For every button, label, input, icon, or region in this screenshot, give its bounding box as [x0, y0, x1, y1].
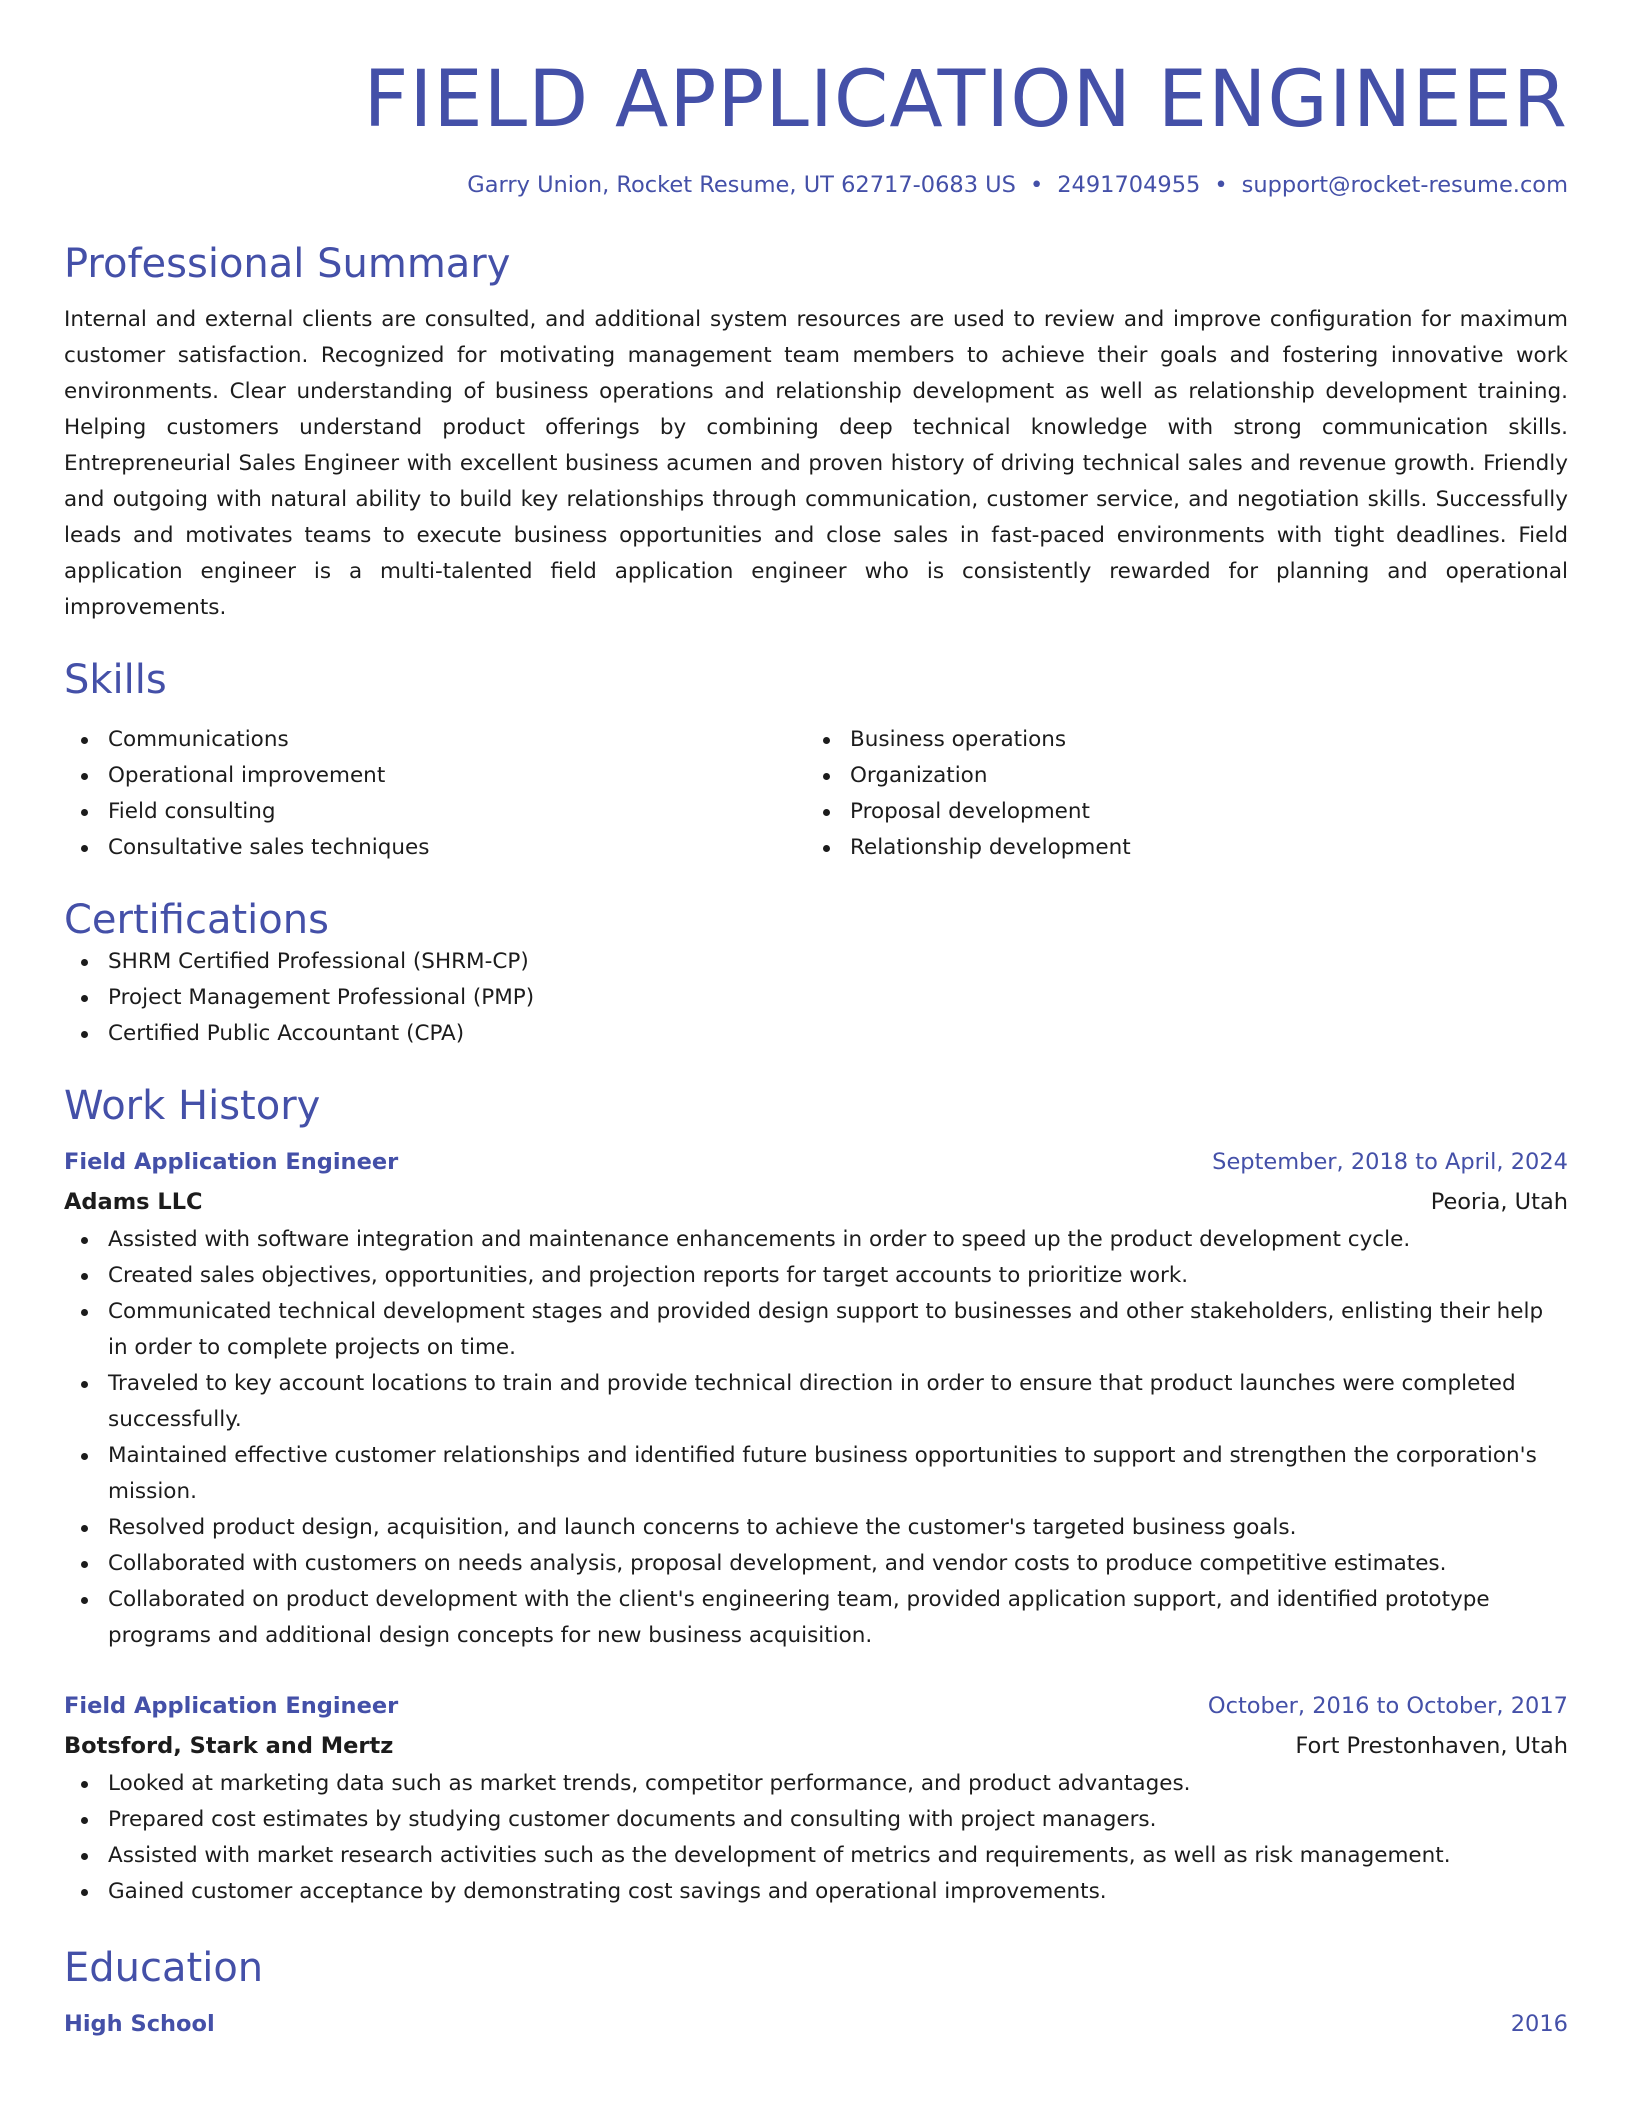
skill-item: Relationship development — [806, 830, 1548, 866]
job-company-row — [64, 1726, 1568, 1766]
skill-item: Field consulting — [64, 794, 806, 830]
job-bullet: Communicated technical development stages and provided design support to businesses and other stakeholders, enlisting their help in order to complete projects on time. — [64, 1294, 1568, 1366]
job-bullet: Created sales objectives, opportunities, and projection reports for target accounts to prioritize work. — [64, 1258, 1568, 1294]
job-dates: October, 2016 to October, 2017 — [1207, 1693, 1568, 1719]
job-bullet: Collaborated on product development with the client's engineering team, provided application support, and identified prototype programs and additional design concepts for new business acquisition. — [64, 1582, 1568, 1654]
skills-list-right — [806, 722, 1548, 866]
education-heading: Education — [64, 1945, 264, 1991]
job-title-row — [64, 1686, 1568, 1726]
resume-header — [64, 52, 1568, 200]
work-history-heading: Work History — [64, 1083, 321, 1129]
skill-item: Business operations — [806, 722, 1548, 758]
contact-separator: • — [1029, 172, 1044, 198]
job-position: Field Application Engineer — [64, 1149, 399, 1175]
job-location: Peoria, Utah — [1430, 1189, 1568, 1215]
job-company-row — [64, 1182, 1568, 1222]
job-location: Fort Prestonhaven, Utah — [1295, 1733, 1568, 1759]
skills-heading: Skills — [64, 657, 167, 703]
job-bullet: Prepared cost estimates by studying customer documents and consulting with project managers. — [64, 1802, 1568, 1838]
job-bullets — [64, 1222, 1568, 1654]
education-year: 2016 — [1510, 2011, 1568, 2037]
job-entry — [64, 1686, 1568, 1910]
skill-item: Proposal development — [806, 794, 1548, 830]
job-bullet: Resolved product design, acquisition, and launch concerns to achieve the customer's targeted business goals. — [64, 1510, 1568, 1546]
job-title-row — [64, 1142, 1568, 1182]
certifications-list — [64, 944, 1568, 1052]
job-company: Adams LLC — [64, 1189, 203, 1215]
skill-item: Consultative sales techniques — [64, 830, 806, 866]
certifications-heading: Certifications — [64, 897, 329, 943]
summary-heading: Professional Summary — [64, 241, 511, 287]
skill-item: Communications — [64, 722, 806, 758]
skills-grid — [64, 722, 1568, 866]
contact-line — [64, 170, 1568, 200]
job-bullet: Assisted with market research activities such as the development of metrics and requirements, as well as risk management. — [64, 1838, 1568, 1874]
skill-item: Organization — [806, 758, 1548, 794]
certification-item: Project Management Professional (PMP) — [64, 980, 1568, 1016]
job-position: Field Application Engineer — [64, 1693, 399, 1719]
job-bullets — [64, 1766, 1568, 1910]
job-entry — [64, 1142, 1568, 1654]
certification-item: SHRM Certified Professional (SHRM-CP) — [64, 944, 1568, 980]
contact-separator: • — [1214, 172, 1228, 198]
job-bullet: Gained customer acceptance by demonstrating cost savings and operational improvements. — [64, 1874, 1568, 1910]
job-bullet: Looked at marketing data such as market trends, competitor performance, and product advantages. — [64, 1766, 1568, 1802]
summary-text: Internal and external clients are consulted, and additional system resources are used to review and improve configuration for maximum customer satisfaction. Recognized for motivating management team members to achieve their goals and fostering innovative work environments. Clear understanding of business operations and relationship development as well as relationship development training. Helping customers understand product offerings by combining deep technical knowledge with strong communication skills. Entrepreneurial Sales Engineer with excellent business acumen and proven history of driving technical sales and revenue growth. Friendly and outgoing with natural ability to build key relationships through communication, customer service, and negotiation skills. Successfully leads and motivates teams to execute business opportunities and close sales in fast-paced environments with tight deadlines. Field application engineer is a multi-talented field application engineer who is consistently rewarded for planning and operational improvements. — [64, 307, 1568, 620]
job-company: Botsford, Stark and Mertz — [64, 1733, 394, 1759]
job-bullet: Collaborated with customers on needs analysis, proposal development, and vendor costs to produce competitive estimates. — [64, 1546, 1568, 1582]
contact-address: Garry Union, Rocket Resume, UT 62717-0683 US — [467, 172, 1016, 198]
certification-item: Certified Public Accountant (CPA) — [64, 1016, 1568, 1052]
job-bullet: Traveled to key account locations to train and provide technical direction in order to ensure that product launches were completed successfully. — [64, 1366, 1568, 1438]
job-title-heading: FIELD APPLICATION ENGINEER — [363, 55, 1568, 145]
job-dates: September, 2018 to April, 2024 — [1212, 1149, 1568, 1175]
skill-item: Operational improvement — [64, 758, 806, 794]
job-bullet: Assisted with software integration and maintenance enhancements in order to speed up the product development cycle. — [64, 1222, 1568, 1258]
skills-list-left — [64, 722, 806, 866]
education-row — [64, 2004, 1568, 2044]
education-degree: High School — [64, 2011, 215, 2037]
contact-phone: 2491704955 — [1057, 172, 1201, 198]
job-bullet: Maintained effective customer relationships and identified future business opportunities to support and strengthen the corporation's mission. — [64, 1438, 1568, 1510]
contact-email[interactable]: support@rocket-resume.com — [1241, 172, 1568, 198]
